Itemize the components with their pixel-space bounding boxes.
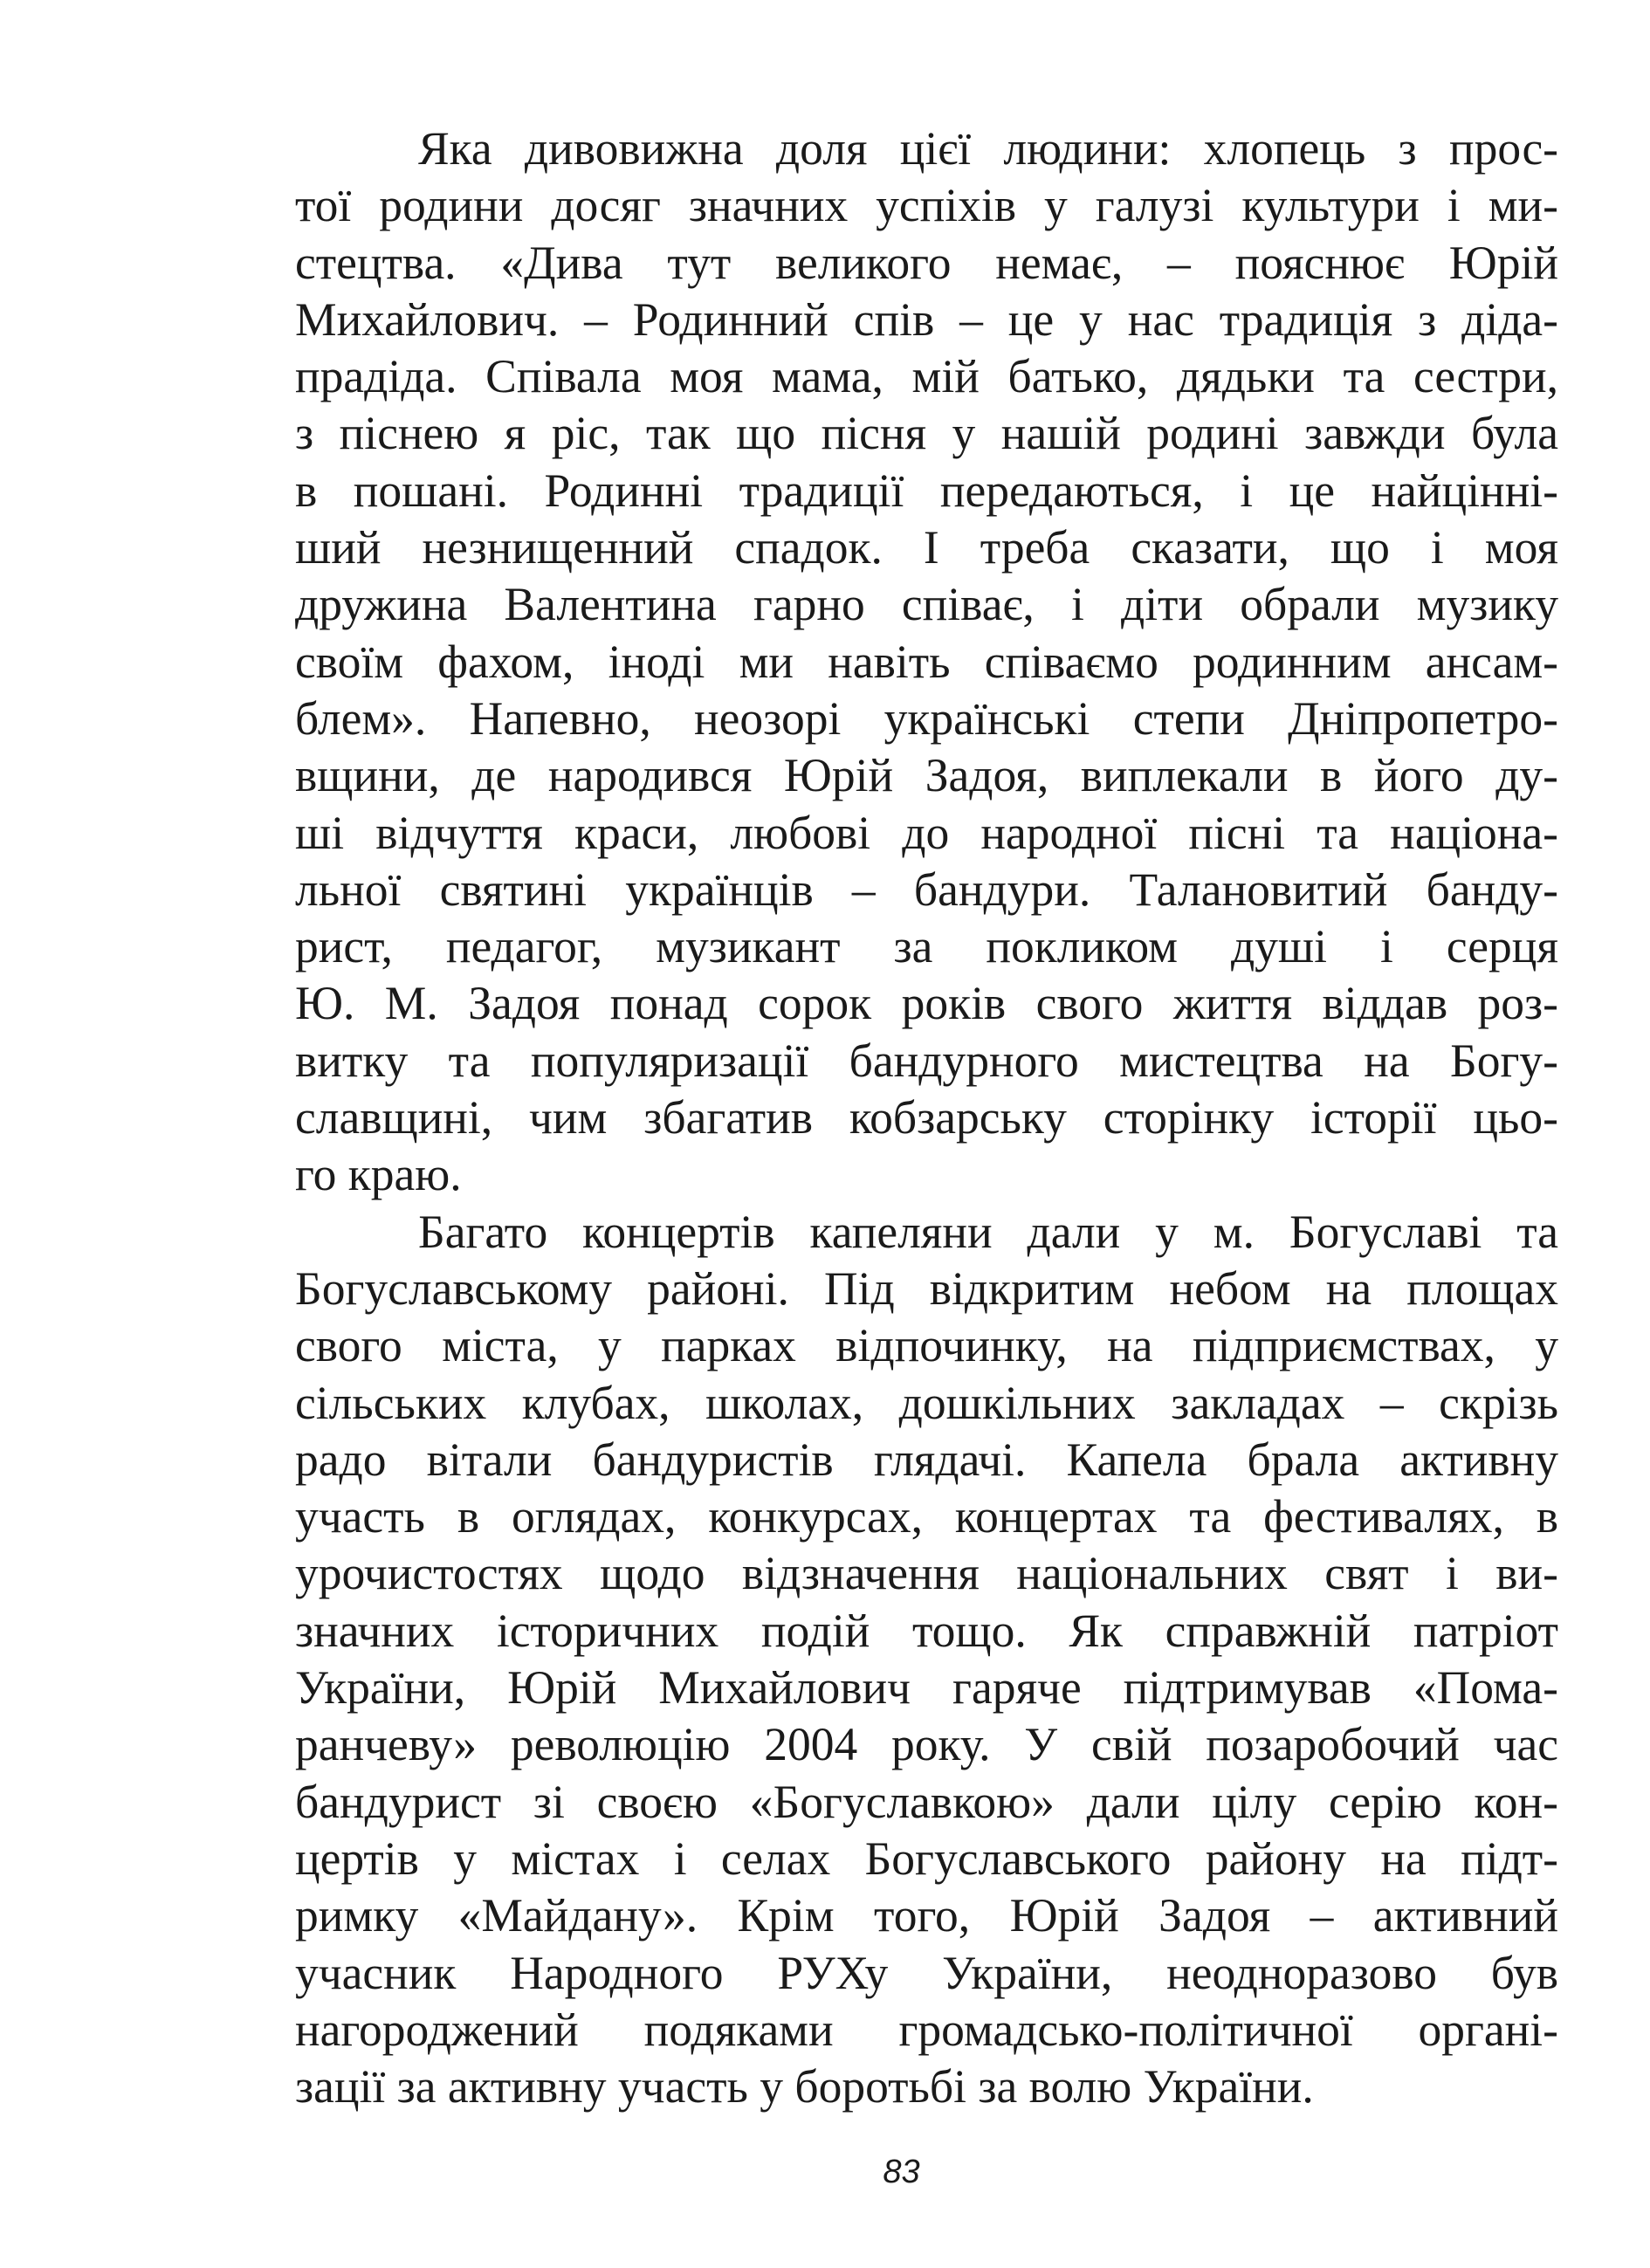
text-line: участь в оглядах, конкурсах, концертах та фестивалях, в [295,1490,1558,1543]
text-line: свого міста, у парках відпочинку, на підприємствах, у [295,1319,1558,1372]
text-line: в пошані. Родинні традиції передаються, і це найцінні- [295,464,1558,517]
text-line: го краю. [295,1148,462,1201]
text-line: України, Юрій Михайлович гаряче підтримував «Пома- [295,1661,1558,1715]
text-line: ранчеву» революцію 2004 року. У свій позаробочий час [295,1718,1558,1771]
text-line: рист, педагог, музикант за покликом душі і серця [295,920,1558,973]
text-line: ший незнищенний спадок. І треба сказати, що і моя [295,521,1558,574]
text-line: радо вітали бандуристів глядачі. Капела брала активну [295,1433,1558,1486]
text-line: славщині, чим збагатив кобзарську сторінку історії цьо- [295,1091,1558,1144]
text-line: Яка дивовижна доля цієї людини: хлопець з прос- [418,122,1558,175]
text-line: цертів у містах і селах Богуславського району на підт- [295,1832,1558,1885]
page-number: 83 [883,2154,920,2190]
text-line: витку та популяризації бандурного мистецтва на Богу- [295,1034,1558,1087]
body-text [295,120,1558,2115]
text-line: Багато концертів капеляни дали у м. Богуславі та [418,1205,1558,1258]
text-line: блем». Напевно, неозорі українські степи Дніпропетро- [295,691,1558,745]
text-line: Ю. М. Задоя понад сорок років свого життя віддав роз- [295,977,1558,1030]
text-line: льної святині українців – бандури. Талановитий банду- [295,863,1558,916]
text-line: Михайлович. – Родинний спів – це у нас традиція з діда- [295,292,1558,346]
text-line: римку «Майдану». Крім того, Юрій Задоя – активний [295,1889,1558,1942]
text-line: тої родини досяг значних успіхів у галузі культури і ми- [295,179,1558,232]
text-line: урочистостях щодо відзначення національних свят і ви- [295,1547,1558,1600]
text-line: стецтва. «Дива тут великого немає, – пояснює Юрій [295,236,1558,289]
text-line: сільських клубах, школах, дошкільних закладах – скрізь [295,1376,1558,1429]
text-line: дружина Валентина гарно співає, і діти обрали музику [295,578,1558,631]
text-line: значних історичних подій тощо. Як справжній патріот [295,1604,1558,1657]
paragraph-2 [295,1204,1558,2116]
text-line: нагороджений подяками громадсько-політичної органі- [295,2003,1558,2056]
text-line: з піснею я ріс, так що пісня у нашій родині завжди була [295,407,1558,460]
paragraph-1 [295,120,1558,1204]
text-line: своїм фахом, іноді ми навіть співаємо родинним ансам- [295,635,1558,688]
text-line: вщини, де народився Юрій Задоя, виплекали в його ду- [295,749,1558,802]
text-line: ші відчуття краси, любові до народної пісні та націона- [295,806,1558,859]
text-line: учасник Народного РУХу України, неодноразово був [295,1946,1558,1999]
text-line: бандурист зі своєю «Богуславкою» дали цілу серію кон- [295,1775,1558,1828]
text-line: прадіда. Співала моя мама, мій батько, дядьки та сестри, [295,350,1558,403]
text-line: зації за активну участь у боротьбі за волю України. [295,2060,1314,2113]
text-line: Богуславському районі. Під відкритим небом на площах [295,1261,1558,1315]
